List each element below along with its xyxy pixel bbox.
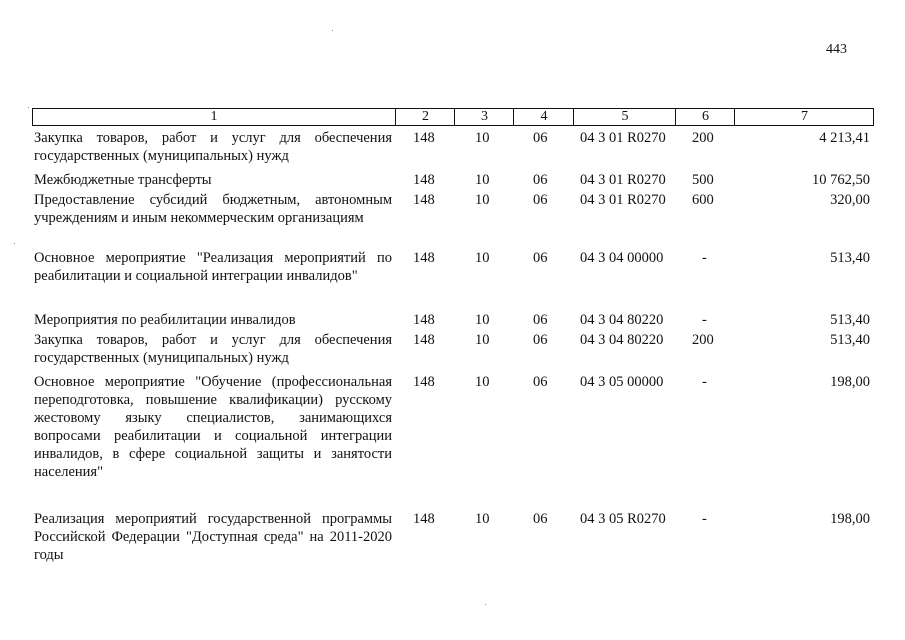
row-col-6: - [702, 312, 707, 328]
row-col-5: 04 3 05 00000 [580, 374, 664, 390]
row-col-5: 04 3 01 R0270 [580, 130, 666, 146]
table-header [32, 108, 874, 126]
row-col-3: 10 [475, 250, 490, 266]
scan-speck [485, 604, 486, 605]
header-col-7: 7 [734, 109, 874, 125]
row-col-4: 06 [533, 374, 548, 390]
row-col-3: 10 [475, 374, 490, 390]
row-col-6: 200 [692, 332, 714, 348]
row-col-5: 04 3 04 80220 [580, 332, 664, 348]
row-name: Закупка товаров, работ и услуг для обеспечения государственных (муниципальных) нужд [34, 332, 392, 366]
row-name: Основное мероприятие "Реализация мероприятий по реабилитации и социальной интеграции инвалидов" [34, 250, 392, 284]
row-name: Межбюджетные трансферты [34, 172, 212, 188]
row-col-6: - [702, 374, 707, 390]
row-col-6: - [702, 250, 707, 266]
row-col-4: 06 [533, 192, 548, 208]
row-name: Основное мероприятие "Обучение (профессиональная переподготовка, повышение квалификации) русскому жестовому языку специалистов, занимающихся вопросами реабилитации и социальной интеграции инвалидов, в сфере социальной защиты и занятости населения" [34, 374, 392, 480]
header-col-1: 1 [210, 109, 218, 124]
row-col-5: 04 3 01 R0270 [580, 192, 666, 208]
row-col-5: 04 3 01 R0270 [580, 172, 666, 188]
row-col-3: 10 [475, 130, 490, 146]
row-col-2: 148 [413, 130, 435, 146]
scan-speck [28, 107, 29, 108]
row-col-4: 06 [533, 130, 548, 146]
row-col-3: 10 [475, 511, 490, 527]
row-col-7: 513,40 [830, 250, 870, 266]
header-col-6: 6 [675, 109, 735, 125]
row-col-7: 513,40 [830, 332, 870, 348]
row-col-4: 06 [533, 511, 548, 527]
row-col-7: 198,00 [830, 374, 870, 390]
row-col-2: 148 [413, 172, 435, 188]
row-col-2: 148 [413, 192, 435, 208]
header-col-2: 2 [395, 109, 455, 125]
row-col-5: 04 3 04 80220 [580, 312, 664, 328]
row-col-2: 148 [413, 374, 435, 390]
row-name: Мероприятия по реабилитации инвалидов [34, 312, 296, 328]
header-col-3: 3 [454, 109, 514, 125]
row-col-7: 320,00 [830, 192, 870, 208]
row-col-2: 148 [413, 511, 435, 527]
header-col-5: 5 [573, 109, 676, 125]
row-col-3: 10 [475, 332, 490, 348]
row-col-6: 500 [692, 172, 714, 188]
row-col-2: 148 [413, 250, 435, 266]
row-name: Реализация мероприятий государственной программы Российской Федерации "Доступная среда" на 2011-2020 годы [34, 511, 392, 563]
row-col-7: 513,40 [830, 312, 870, 328]
row-col-3: 10 [475, 172, 490, 188]
row-col-4: 06 [533, 172, 548, 188]
scan-speck [14, 243, 15, 244]
row-col-5: 04 3 04 00000 [580, 250, 664, 266]
row-col-4: 06 [533, 250, 548, 266]
row-name: Закупка товаров, работ и услуг для обеспечения государственных (муниципальных) нужд [34, 130, 392, 164]
row-col-7: 10 762,50 [812, 172, 870, 188]
row-col-6: 600 [692, 192, 714, 208]
row-col-4: 06 [533, 312, 548, 328]
row-col-2: 148 [413, 332, 435, 348]
row-col-3: 10 [475, 312, 490, 328]
row-col-7: 198,00 [830, 511, 870, 527]
row-col-3: 10 [475, 192, 490, 208]
page-number: 443 [826, 42, 847, 57]
row-col-2: 148 [413, 312, 435, 328]
row-col-7: 4 213,41 [819, 130, 870, 146]
row-name: Предоставление субсидий бюджетным, автономным учреждениям и иным некоммерческим организациям [34, 192, 392, 226]
row-col-4: 06 [533, 332, 548, 348]
scan-speck [332, 30, 333, 31]
row-col-5: 04 3 05 R0270 [580, 511, 666, 527]
header-col-4: 4 [513, 109, 574, 125]
row-col-6: 200 [692, 130, 714, 146]
row-col-6: - [702, 511, 707, 527]
